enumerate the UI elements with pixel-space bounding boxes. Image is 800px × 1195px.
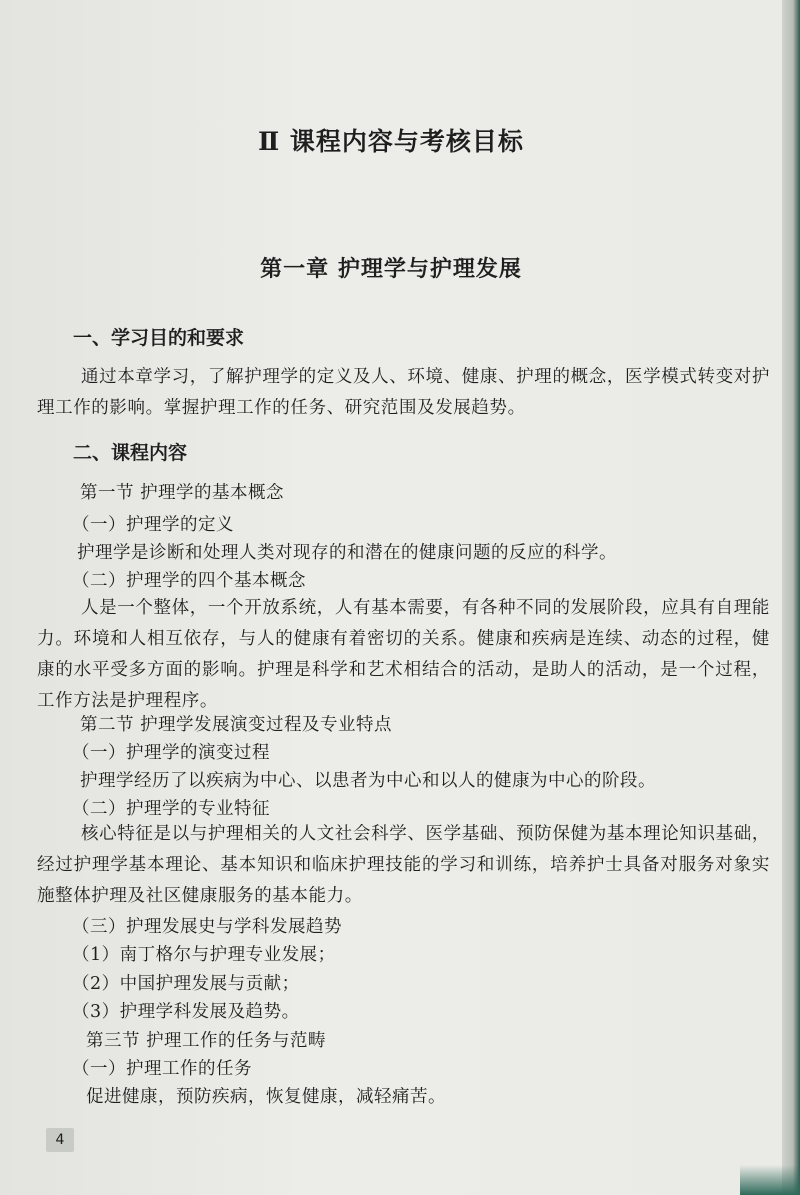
list-item: （3）护理学科发展及趋势。 [72, 1002, 300, 1022]
part1-sub1: （一）护理学的定义 [72, 515, 234, 535]
part3-sub1-text: 促进健康，预防疾病，恢复健康，减轻痛苦。 [86, 1087, 446, 1107]
part1-sub1-text: 护理学是诊断和处理人类对现存的和潜在的健康问题的反应的科学。 [77, 543, 617, 563]
part1-sub2-paragraph: 人是一个整体，一个开放系统，人有基本需要，有各种不同的发展阶段，应具有自理能力。环境和人相互依存，与人的健康有着密切的关系。健康和疾病是连续、动态的过程，健康的水平受多方面的影响。护理是科学和艺术相结合的活动，是助人的活动，是一个过程，工作方法是护理程序。 [37, 598, 770, 711]
section-heading-content: 二、课程内容 [73, 442, 188, 464]
part2-sub1: （一）护理学的演变过程 [72, 743, 270, 763]
page-number: 4 [46, 1128, 74, 1152]
page-edge [782, 0, 800, 1195]
part1-title: 第一节 护理学的基本概念 [80, 483, 285, 503]
part2-sub2-paragraph: 核心特征是以与护理相关的人文社会科学、医学基础、预防保健为基本理论知识基础，经过护理学基本理论、基本知识和临床护理技能的学习和训练，培养护士具备对服务对象实施整体护理及社区健康服务的基本能力。 [37, 824, 770, 906]
part2-sub2: （二）护理学的专业特征 [72, 799, 270, 819]
list-item: （2）中国护理发展与贡献； [72, 974, 300, 994]
list-item: （1）南丁格尔与护理专业发展； [72, 945, 336, 965]
part1-sub2: （二）护理学的四个基本概念 [72, 571, 306, 591]
section-heading-goals: 一、学习目的和要求 [73, 327, 245, 349]
part3-title: 第三节 护理工作的任务与范畴 [86, 1031, 327, 1051]
part2-sub3: （三）护理发展史与学科发展趋势 [72, 917, 342, 937]
page-title: Ⅱ 课程内容与考核目标 [258, 127, 524, 156]
part3-sub1: （一）护理工作的任务 [72, 1059, 252, 1079]
goals-paragraph: 通过本章学习，了解护理学的定义及人、环境、健康、护理的概念，医学模式转变对护理工作的影响。掌握护理工作的任务、研究范围及发展趋势。 [37, 367, 770, 418]
cover-corner [740, 1165, 800, 1195]
part2-sub1-text: 护理学经历了以疾病为中心、以患者为中心和以人的健康为中心的阶段。 [80, 771, 656, 791]
chapter-title: 第一章 护理学与护理发展 [260, 256, 522, 282]
part2-title: 第二节 护理学发展演变过程及专业特点 [80, 715, 393, 735]
